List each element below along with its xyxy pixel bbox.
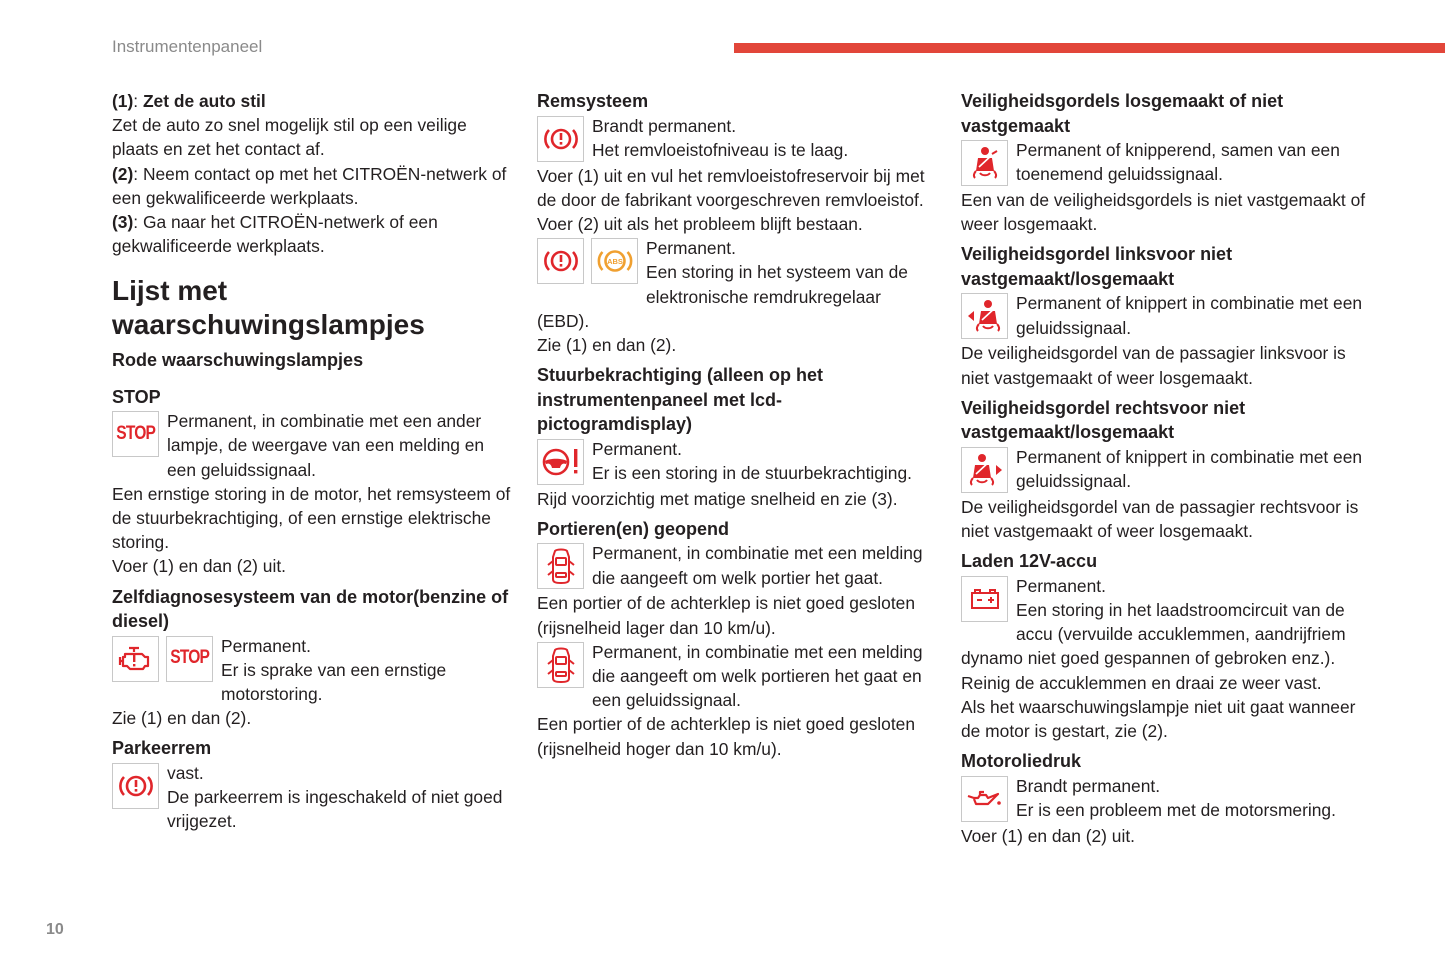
engine-check-icon bbox=[112, 636, 159, 682]
brake-lead-1: Brandt permanent. bbox=[592, 115, 737, 136]
battery-entry bbox=[961, 574, 1371, 671]
door-open-icon bbox=[537, 642, 584, 688]
seatbelt-front-left-icon bbox=[961, 293, 1008, 339]
oil-line-1: Voer (1) en dan (2) uit. bbox=[961, 825, 1135, 846]
abs-warning-icon bbox=[591, 238, 638, 284]
seatbelt-right-line-1: De veiligheidsgordel van de passagier rechtsvoor is niet vastgemaakt of weer losgemaakt. bbox=[961, 496, 1359, 542]
battery-line-2: Als het waarschuwingslampje niet uit gaat wanneer de motor is gestart, zie (2). bbox=[961, 696, 1356, 741]
power-steering-title: Stuurbekrachtiging (alleen op het instrumentenpaneel met lcd-pictogramdisplay) bbox=[537, 365, 824, 435]
seatbelt-left-line-1: De veiligheidsgordel van de passagier linksvoor is niet vastgemaakt of weer losgemaakt. bbox=[961, 343, 1346, 388]
parking-brake-lead-1: vast. bbox=[167, 762, 204, 783]
seatbelts-lead: Permanent of knipperend, samen van een toenemend geluidssignaal. bbox=[1016, 140, 1340, 185]
doors-line-1: Een portier of de achterklep is niet goed gesloten (rijsnelheid lager dan 10 km/u). bbox=[537, 593, 916, 638]
oil-pressure-entry bbox=[961, 774, 1371, 824]
note-1: (1): Zet de auto stil bbox=[112, 91, 266, 111]
brake-warning-icon bbox=[537, 116, 584, 162]
ebd-lead-1: Permanent. bbox=[646, 238, 736, 259]
oil-pressure-icon bbox=[961, 776, 1008, 822]
header-accent-bar bbox=[734, 43, 1445, 53]
brake-system-title: Remsysteem bbox=[537, 91, 649, 111]
brake-lead-2: Het remvloeistofniveau is te laag. bbox=[592, 139, 849, 160]
running-title: Instrumentenpaneel bbox=[112, 37, 263, 56]
brake-warning-icon bbox=[537, 238, 584, 284]
door-open-icon bbox=[537, 543, 584, 589]
parking-brake-lead-2: De parkeerrem is ingeschakeld of niet goed vrijgezet. bbox=[167, 787, 503, 832]
subsection-title: Rode waarschuwingslampjes bbox=[112, 350, 364, 371]
brake-line-1: Voer (1) uit en vul het remvloeistofreservoir bij met de door de fabrikant voorgeschreven remvloeistof. Voer (2) uit als het probleem blijft bestaan. bbox=[537, 165, 925, 234]
seatbelts-line-1: Een van de veiligheidsgordels is niet vastgemaakt of weer losgemaakt. bbox=[961, 190, 1366, 235]
seatbelt-left-lead: Permanent of knippert in combinatie met een geluidssignaal. bbox=[1016, 293, 1363, 338]
column-1 bbox=[112, 89, 512, 833]
page-number: 10 bbox=[46, 921, 64, 938]
brake-system-entry-2 bbox=[537, 236, 937, 333]
ebd-lead-2: Een storing in het systeem van de elektronische remdrukregelaar (EBD). bbox=[537, 262, 908, 331]
stop-line-1: Een ernstige storing in de motor, het remsysteem of de stuurbekrachtiging, of een ernstige elektrische storing. bbox=[112, 483, 511, 553]
battery-line-1: Reinig de accuklemmen en draai ze weer vast. bbox=[961, 672, 1322, 693]
selfdiag-title: Zelfdiagnosesysteem van de motor(benzine of diesel) bbox=[112, 586, 509, 632]
power-steering-entry bbox=[537, 437, 937, 487]
selfdiag-lead-1: Permanent. bbox=[221, 635, 311, 656]
steering-lead-1: Permanent. bbox=[592, 438, 682, 459]
stop-warning-icon: STOP bbox=[112, 411, 159, 457]
section-title: Lijst met waarschuwingslampjes bbox=[112, 275, 425, 341]
seatbelt-right-title: Veiligheidsgordel rechtsvoor niet vastgemaakt/losgemaakt bbox=[961, 397, 1246, 443]
oil-lead-2: Er is een probleem met de motorsmering. bbox=[1016, 799, 1336, 820]
seatbelt-icon bbox=[961, 140, 1008, 186]
note-2: (2): Neem contact op met het CITROËN-netwerk of een gekwalificeerde werkplaats. bbox=[112, 163, 507, 208]
stop-title: STOP bbox=[112, 386, 161, 407]
note-3: (3): Ga naar het CITROËN-netwerk of een gekwalificeerde werkplaats. bbox=[112, 212, 438, 257]
battery-lead-2: Een storing in het laadstroomcircuit van de accu (vervuilde accuklemmen, aandrijfriem dynamo niet goed gespannen of gebroken enz.). bbox=[961, 599, 1346, 669]
seatbelt-front-right-icon bbox=[961, 447, 1008, 493]
doors-line-2: Een portier of de achterklep is niet goed gesloten (rijsnelheid hoger dan 10 km/u). bbox=[537, 714, 916, 759]
power-steering-icon bbox=[537, 439, 584, 485]
selfdiag-line-1: Zie (1) en dan (2). bbox=[112, 708, 252, 729]
seatbelt-left-entry bbox=[961, 291, 1371, 341]
seatbelt-right-entry bbox=[961, 445, 1371, 495]
stop-entry bbox=[112, 409, 512, 482]
doors-lead-2: Permanent, in combinatie met een melding die aangeeft om welk portieren het gaat en een geluidssignaal. bbox=[592, 641, 923, 711]
note-1-text: Zet de auto zo snel mogelijk stil op een veilige plaats en zet het contact af. bbox=[112, 115, 467, 160]
abs-label: ABS bbox=[606, 257, 623, 267]
selfdiag-entry bbox=[112, 634, 512, 707]
stop-line-2: Voer (1) en dan (2) uit. bbox=[112, 556, 286, 577]
oil-pressure-title: Motoroliedruk bbox=[961, 751, 1081, 772]
brake-system-entry-1 bbox=[537, 114, 937, 164]
stop-warning-icon: STOP bbox=[166, 636, 213, 682]
steering-line-1: Rijd voorzichtig met matige snelheid en zie (3). bbox=[537, 488, 898, 509]
battery-icon bbox=[961, 576, 1008, 622]
seatbelt-right-lead: Permanent of knippert in combinatie met een geluidssignaal. bbox=[1016, 446, 1363, 492]
steering-lead-2: Er is een storing in de stuurbekrachtiging. bbox=[592, 462, 912, 483]
doors-open-title: Portieren(en) geopend bbox=[537, 518, 730, 539]
column-2 bbox=[537, 89, 937, 761]
seatbelts-entry bbox=[961, 138, 1371, 188]
doors-open-entry-2 bbox=[537, 640, 937, 713]
battery-title: Laden 12V-accu bbox=[961, 551, 1098, 572]
oil-lead-1: Brandt permanent. bbox=[1016, 775, 1161, 796]
selfdiag-lead-2: Er is sprake van een ernstige motorstoring. bbox=[221, 659, 447, 704]
ebd-line-1: Zie (1) en dan (2). bbox=[537, 334, 677, 355]
stop-lead: Permanent, in combinatie met een ander lampje, de weergave van een melding en een geluidssignaal. bbox=[167, 411, 485, 480]
seatbelt-left-title: Veiligheidsgordel linksvoor niet vastgemaakt/losgemaakt bbox=[961, 244, 1233, 289]
parking-brake-entry bbox=[112, 761, 512, 834]
brake-warning-icon bbox=[112, 763, 159, 809]
parking-brake-title: Parkeerrem bbox=[112, 738, 212, 759]
doors-open-entry-1 bbox=[537, 541, 937, 591]
battery-lead-1: Permanent. bbox=[1016, 575, 1106, 596]
seatbelts-title: Veiligheidsgordels losgemaakt of niet vastgemaakt bbox=[961, 91, 1284, 136]
doors-lead-1: Permanent, in combinatie met een melding die aangeeft om welk portier het gaat. bbox=[592, 543, 923, 588]
column-3 bbox=[961, 89, 1371, 848]
